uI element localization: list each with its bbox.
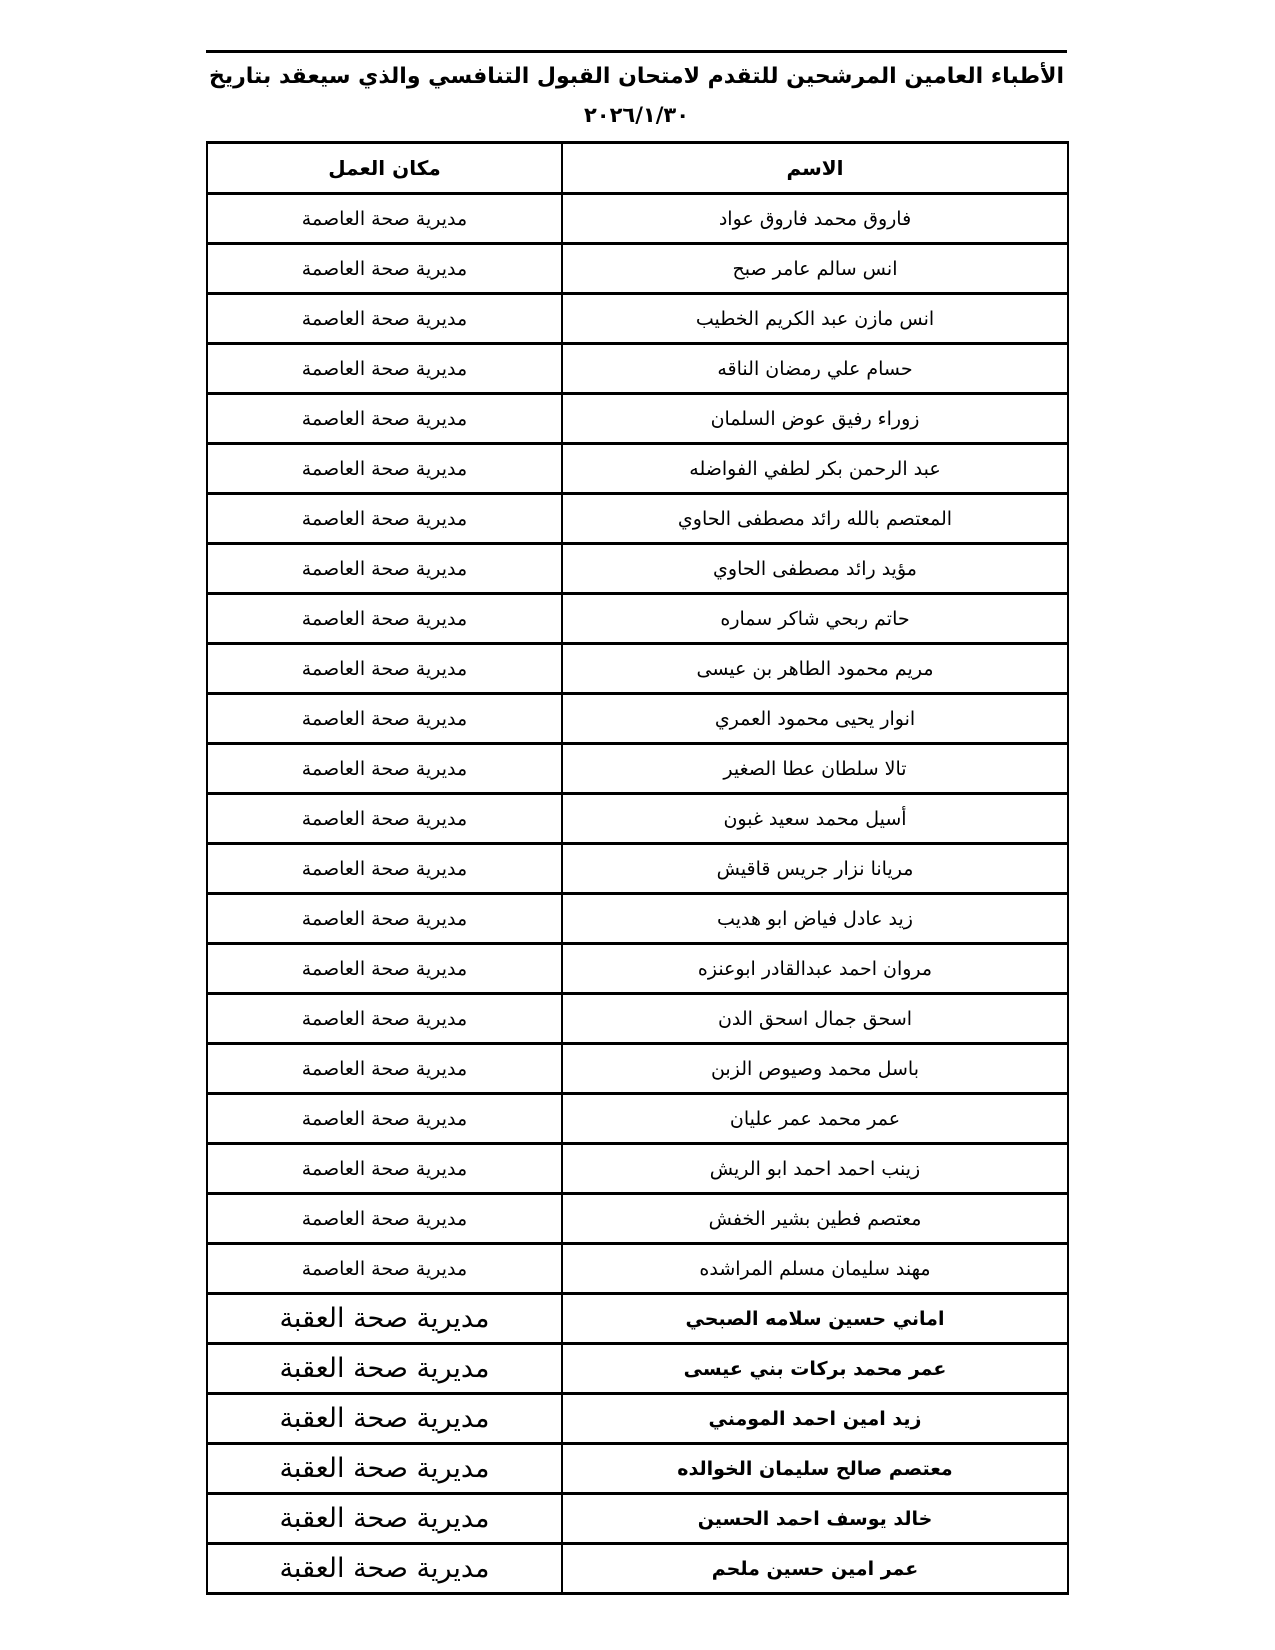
name-cell: معتصم صالح سليمان الخوالده <box>562 1444 1068 1494</box>
name-cell: زيد امين احمد المومني <box>562 1394 1068 1444</box>
table-row <box>207 394 1068 444</box>
table-row <box>207 1344 1068 1394</box>
table-row <box>207 1544 1068 1594</box>
table-row <box>207 994 1068 1044</box>
name-cell: انس سالم عامر صبح <box>562 244 1068 294</box>
workplace-cell: مديرية صحة العاصمة <box>207 244 562 294</box>
name-cell: مروان احمد عبدالقادر ابوعنزه <box>562 944 1068 994</box>
table-row <box>207 1044 1068 1094</box>
workplace-cell: مديرية صحة العاصمة <box>207 1194 562 1244</box>
candidates-table <box>206 141 1069 1595</box>
table-row <box>207 1394 1068 1444</box>
workplace-cell: مديرية صحة العاصمة <box>207 544 562 594</box>
name-cell: زيد عادل فياض ابو هديب <box>562 894 1068 944</box>
workplace-cell: مديرية صحة العاصمة <box>207 744 562 794</box>
workplace-cell: مديرية صحة العقبة <box>207 1394 562 1444</box>
table-row <box>207 794 1068 844</box>
table-row <box>207 194 1068 244</box>
name-cell: باسل محمد وصيوص الزبن <box>562 1044 1068 1094</box>
name-cell: حاتم ربحي شاكر سماره <box>562 594 1068 644</box>
workplace-cell: مديرية صحة العقبة <box>207 1344 562 1394</box>
name-cell: زينب احمد احمد ابو الريش <box>562 1144 1068 1194</box>
name-cell: فاروق محمد فاروق عواد <box>562 194 1068 244</box>
table-row <box>207 844 1068 894</box>
name-cell: عبد الرحمن بكر لطفي الفواضله <box>562 444 1068 494</box>
name-cell: اسحق جمال اسحق الدن <box>562 994 1068 1044</box>
workplace-cell: مديرية صحة العاصمة <box>207 844 562 894</box>
name-cell: أسيل محمد سعيد غبون <box>562 794 1068 844</box>
table-body <box>207 194 1068 1594</box>
column-header-workplace: مكان العمل <box>207 143 562 194</box>
table-row <box>207 494 1068 544</box>
table-row <box>207 594 1068 644</box>
workplace-cell: مديرية صحة العاصمة <box>207 944 562 994</box>
workplace-cell: مديرية صحة العاصمة <box>207 644 562 694</box>
table-row <box>207 544 1068 594</box>
name-cell: مريانا نزار جريس قاقيش <box>562 844 1068 894</box>
document-title <box>206 58 1067 134</box>
table-row <box>207 644 1068 694</box>
workplace-cell: مديرية صحة العقبة <box>207 1494 562 1544</box>
table-row <box>207 1244 1068 1294</box>
name-cell: اماني حسين سلامه الصبحي <box>562 1294 1068 1344</box>
workplace-cell: مديرية صحة العقبة <box>207 1544 562 1594</box>
table-row <box>207 244 1068 294</box>
workplace-cell: مديرية صحة العاصمة <box>207 1044 562 1094</box>
table-row <box>207 1144 1068 1194</box>
workplace-cell: مديرية صحة العاصمة <box>207 794 562 844</box>
workplace-cell: مديرية صحة العاصمة <box>207 1094 562 1144</box>
document-title-text: الأطباء العامين المرشحين للتقدم لامتحان القبول التنافسي والذي سيعقد بتاريخ <box>209 64 1064 89</box>
table-row <box>207 444 1068 494</box>
name-cell: مريم محمود الطاهر بن عيسى <box>562 644 1068 694</box>
workplace-cell: مديرية صحة العاصمة <box>207 994 562 1044</box>
workplace-cell: مديرية صحة العاصمة <box>207 444 562 494</box>
name-cell: عمر محمد بركات بني عيسى <box>562 1344 1068 1394</box>
name-cell: عمر امين حسين ملحم <box>562 1544 1068 1594</box>
workplace-cell: مديرية صحة العاصمة <box>207 294 562 344</box>
table-row <box>207 1094 1068 1144</box>
table-header-row <box>207 143 1068 194</box>
workplace-cell: مديرية صحة العاصمة <box>207 894 562 944</box>
name-cell: معتصم فطين بشير الخفش <box>562 1194 1068 1244</box>
table-row <box>207 744 1068 794</box>
table-row <box>207 294 1068 344</box>
name-cell: مهند سليمان مسلم المراشده <box>562 1244 1068 1294</box>
table-row <box>207 1494 1068 1544</box>
table-row <box>207 1294 1068 1344</box>
title-divider <box>206 50 1067 53</box>
table-row <box>207 944 1068 994</box>
workplace-cell: مديرية صحة العاصمة <box>207 1244 562 1294</box>
workplace-cell: مديرية صحة العاصمة <box>207 344 562 394</box>
table-row <box>207 694 1068 744</box>
workplace-cell: مديرية صحة العاصمة <box>207 694 562 744</box>
name-cell: المعتصم بالله رائد مصطفى الحاوي <box>562 494 1068 544</box>
document-title-date: ٢٠٢٦/١/٣٠ <box>583 103 690 127</box>
name-cell: خالد يوسف احمد الحسين <box>562 1494 1068 1544</box>
table-row <box>207 1444 1068 1494</box>
name-cell: انوار يحيى محمود العمري <box>562 694 1068 744</box>
name-cell: مؤيد رائد مصطفى الحاوي <box>562 544 1068 594</box>
column-header-name: الاسم <box>562 143 1068 194</box>
workplace-cell: مديرية صحة العاصمة <box>207 594 562 644</box>
name-cell: تالا سلطان عطا الصغير <box>562 744 1068 794</box>
workplace-cell: مديرية صحة العاصمة <box>207 1144 562 1194</box>
workplace-cell: مديرية صحة العاصمة <box>207 194 562 244</box>
workplace-cell: مديرية صحة العاصمة <box>207 394 562 444</box>
name-cell: زوراء رفيق عوض السلمان <box>562 394 1068 444</box>
table-row <box>207 1194 1068 1244</box>
workplace-cell: مديرية صحة العقبة <box>207 1294 562 1344</box>
table-row <box>207 344 1068 394</box>
name-cell: عمر محمد عمر عليان <box>562 1094 1068 1144</box>
workplace-cell: مديرية صحة العاصمة <box>207 494 562 544</box>
table-row <box>207 894 1068 944</box>
name-cell: حسام علي رمضان الناقه <box>562 344 1068 394</box>
workplace-cell: مديرية صحة العقبة <box>207 1444 562 1494</box>
name-cell: انس مازن عبد الكريم الخطيب <box>562 294 1068 344</box>
